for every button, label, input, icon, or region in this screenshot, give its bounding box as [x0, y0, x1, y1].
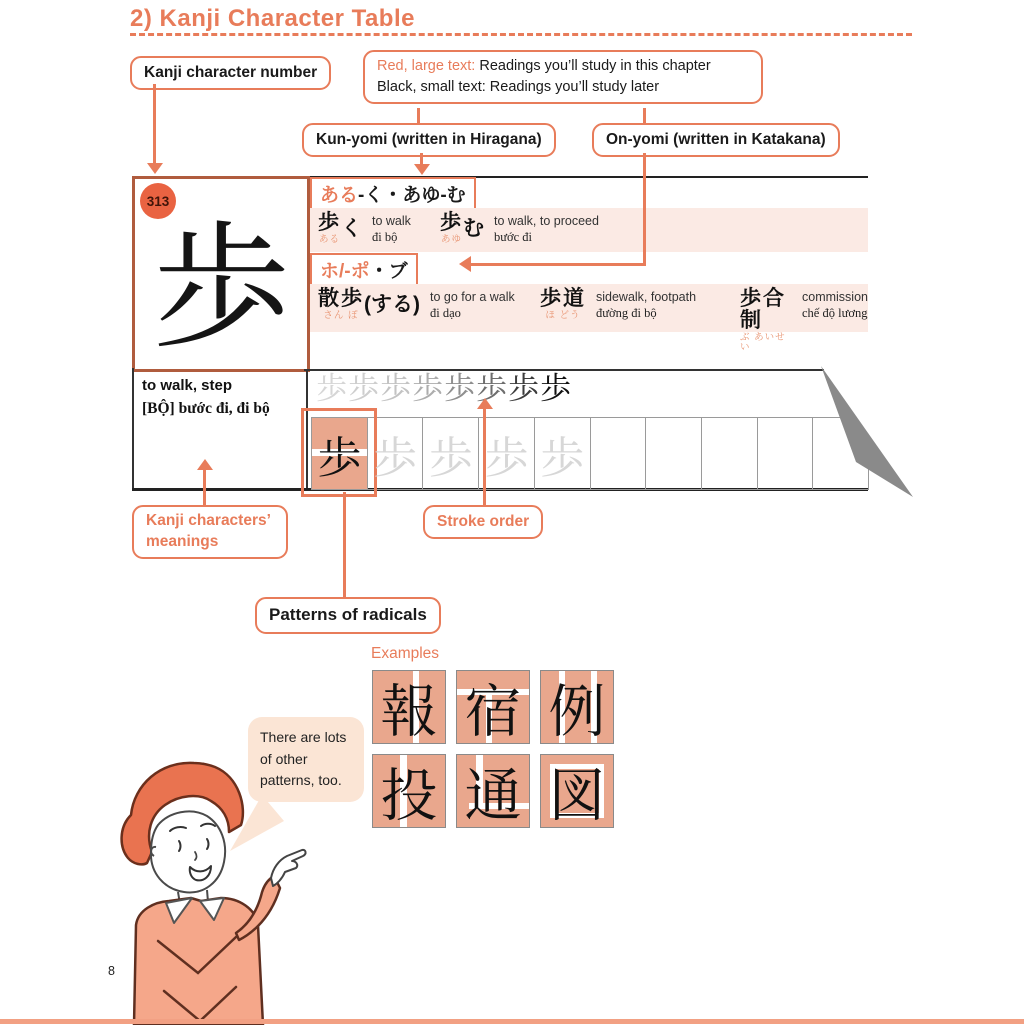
stroke-step: 歩 — [540, 371, 571, 406]
page-edge-bar — [0, 1019, 1024, 1024]
examples-label: Examples — [371, 645, 440, 662]
trace-cell: 歩 — [535, 418, 591, 489]
trace-cell: 歩 — [479, 418, 535, 489]
callout-stroke-order: Stroke order — [423, 505, 543, 539]
connector-line — [203, 469, 206, 506]
vocab-word: 歩道 ほ どう sidewalk, footpath đường đi bộ — [540, 287, 697, 322]
vocab-word: 散歩 さん ぽ (する) to go for a walk đi dạo — [318, 287, 515, 322]
kanji-cell — [132, 176, 310, 372]
connector-line — [417, 108, 420, 123]
arrow-up-icon — [477, 398, 493, 409]
stroke-step: 歩 — [508, 371, 539, 406]
page-number: 8 — [108, 964, 115, 978]
stroke-order-sequence — [316, 370, 571, 407]
page-curl-graphic — [818, 362, 928, 522]
vocab-word: 歩合制 ぶ あいせい commission chế độ lương — [740, 287, 868, 354]
kanji-meaning-vietnamese: [BỘ] bước đi, đi bộ — [142, 400, 270, 417]
example-kanji-box: 通 — [456, 754, 530, 828]
connector-line — [343, 492, 346, 598]
arrow-down-icon — [414, 164, 430, 175]
mascot-illustration — [106, 755, 324, 1025]
connector-line — [643, 153, 646, 266]
callout-kanji-number: Kanji character number — [130, 56, 331, 90]
example-kanji-box: 宿 — [456, 670, 530, 744]
kunyomi-words-row — [310, 208, 868, 252]
kanji-character: 歩 — [151, 213, 290, 366]
stroke-step: 歩 — [444, 371, 475, 406]
vocab-word: 歩 あゆ む to walk, to proceed bước đi — [440, 211, 599, 246]
stroke-step: 歩 — [316, 371, 347, 406]
kanji-meaning-english: to walk, step — [142, 377, 233, 394]
empty-practice-cell — [591, 418, 647, 489]
title-underline — [130, 33, 912, 36]
kunyomi-reading-box: ある-く・あゆ-む — [310, 177, 476, 211]
callout-meanings: Kanji characters’ meanings — [132, 505, 288, 559]
trace-cell: 歩 — [368, 418, 424, 489]
onyomi-words-row — [310, 284, 868, 354]
empty-practice-cell — [758, 418, 814, 489]
stroke-step: 歩 — [412, 371, 443, 406]
arrow-left-icon — [459, 256, 471, 272]
stroke-step: 歩 — [348, 371, 379, 406]
arrow-up-icon — [197, 459, 213, 470]
connector-line — [153, 84, 156, 164]
onyomi-reading-box: ホ/-ポ・ブ — [310, 253, 418, 287]
callout-onyomi: On-yomi (written in Katakana) — [592, 123, 840, 157]
callout-reading-colors: Red, large text: Readings you’ll study in this chapter Black, small text: Readings you’ll study later — [363, 50, 763, 104]
practice-grid — [311, 417, 869, 490]
vocab-word: 歩 ある く to walk đi bộ — [318, 211, 411, 246]
callout-black-text: Black, small text: Readings you’ll study later — [377, 79, 660, 96]
callout-red-text: Red, large text: — [377, 58, 476, 74]
example-kanji-box: 報 — [372, 670, 446, 744]
kanji-number-badge: 313 — [140, 183, 176, 219]
connector-line — [643, 108, 646, 123]
stroke-step: 歩 — [380, 371, 411, 406]
empty-practice-cell — [646, 418, 702, 489]
page-title: 2) Kanji Character Table — [130, 5, 415, 32]
example-kanji-box: 投 — [372, 754, 446, 828]
speech-bubble: There are lots of other patterns, too. — [248, 717, 364, 802]
callout-kunyomi: Kun-yomi (written in Hiragana) — [302, 123, 556, 157]
stroke-step: 歩 — [476, 371, 507, 406]
trace-cell: 歩 — [423, 418, 479, 489]
callout-patterns: Patterns of radicals — [255, 597, 441, 634]
example-kanji-box: 図 — [540, 754, 614, 828]
table-left-border — [132, 368, 134, 490]
radical-pattern-cell: 歩 — [312, 418, 368, 489]
empty-practice-cell — [702, 418, 758, 489]
example-kanji-box: 例 — [540, 670, 614, 744]
arrow-down-icon — [147, 163, 163, 174]
connector-line — [471, 263, 646, 266]
